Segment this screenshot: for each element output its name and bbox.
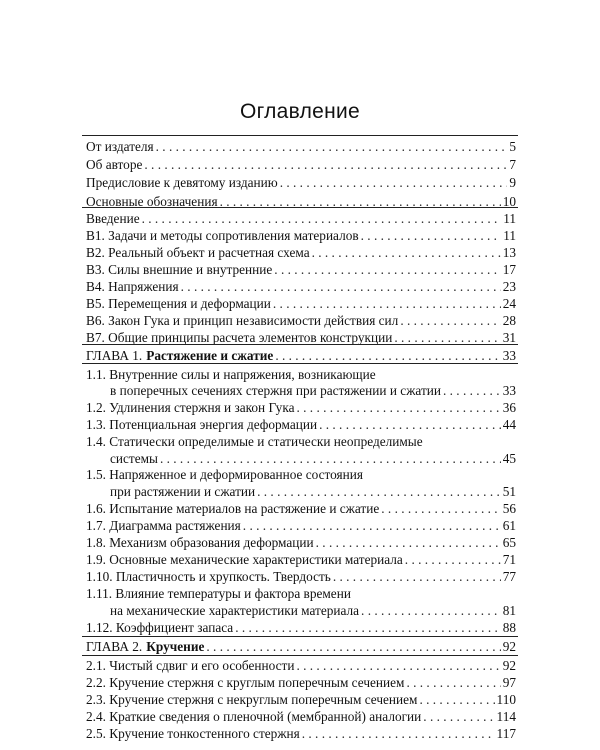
page-number: 92 <box>502 639 516 654</box>
toc-entry[interactable] <box>86 466 516 483</box>
leader-dots <box>333 568 501 585</box>
page-number: 28 <box>502 313 516 328</box>
toc-entry[interactable] <box>86 210 516 227</box>
page-number: 81 <box>502 603 516 618</box>
leader-dots <box>443 382 501 399</box>
leader-dots <box>312 244 501 261</box>
leader-dots <box>156 138 508 155</box>
toc-entry[interactable] <box>86 312 516 329</box>
entry-title: 1.12. Коэффициент запаса <box>86 620 234 635</box>
toc-entry[interactable] <box>86 585 516 602</box>
page-number: 11 <box>503 211 516 226</box>
entry-title: 1.4. Статически определимые и статически неопределимые <box>86 434 423 449</box>
leader-dots <box>297 399 501 416</box>
entry-title: Об авторе <box>86 157 143 172</box>
page-number: 11 <box>503 228 516 243</box>
leader-dots <box>381 500 500 517</box>
section-rule <box>82 207 518 208</box>
toc-entry[interactable] <box>86 156 516 173</box>
toc-entry-continuation[interactable] <box>110 483 516 500</box>
page-number: 77 <box>502 569 516 584</box>
toc-entry[interactable] <box>86 399 516 416</box>
page-number: 61 <box>502 518 516 533</box>
toc-entry[interactable] <box>86 138 516 155</box>
toc-entry-continuation[interactable] <box>110 602 516 619</box>
page-number: 114 <box>496 709 516 724</box>
leader-dots <box>280 174 508 191</box>
chapter-name: Кручение <box>146 639 205 654</box>
page-number: 56 <box>502 501 516 516</box>
leader-dots <box>400 312 500 329</box>
entry-title: 1.1. Внутренние силы и напряжения, возникающие <box>86 367 376 382</box>
page-number: 10 <box>502 194 516 209</box>
toc-entry[interactable] <box>86 295 516 312</box>
entry-title: системы <box>110 451 158 466</box>
toc-entry[interactable] <box>86 227 516 244</box>
chapter-prefix: ГЛАВА 2. <box>86 639 143 654</box>
leader-dots <box>235 619 501 636</box>
entry-title: В2. Реальный объект и расчетная схема <box>86 245 310 260</box>
toc-entry[interactable] <box>86 433 516 450</box>
page-number: 117 <box>496 726 516 741</box>
page-number: 5 <box>509 139 516 154</box>
leader-dots <box>274 261 500 278</box>
chapter-1-heading[interactable] <box>86 347 516 364</box>
leader-dots <box>273 295 501 312</box>
entry-title: 2.5. Кручение тонкостенного стержня <box>86 726 300 741</box>
toc-entry[interactable] <box>86 500 516 517</box>
page-number: 24 <box>502 296 516 311</box>
toc-entry[interactable] <box>86 691 516 708</box>
leader-dots <box>160 450 501 467</box>
toc-entry[interactable] <box>86 416 516 433</box>
entry-title: Введение <box>86 211 140 226</box>
entry-title: 1.5. Напряженное и деформированное состояния <box>86 467 364 482</box>
section-rule <box>82 344 518 345</box>
entry-title: От издателя <box>86 139 154 154</box>
leader-dots <box>419 691 494 708</box>
entry-title: 1.7. Диаграмма растяжения <box>86 518 241 533</box>
page-number: 36 <box>502 400 516 415</box>
section-rule <box>82 363 518 364</box>
leader-dots <box>206 638 500 655</box>
entry-title: В3. Силы внешние и внутренние <box>86 262 273 277</box>
top-rule <box>82 135 518 136</box>
page-number: 88 <box>502 620 516 635</box>
entry-title: 1.3. Потенциальная энергия деформации <box>86 417 318 432</box>
toc-entry[interactable] <box>86 517 516 534</box>
page-number: 33 <box>502 383 516 398</box>
page-number: 13 <box>502 245 516 260</box>
entry-title: 1.10. Пластичность и хрупкость. Твердость <box>86 569 331 584</box>
toc-entry[interactable] <box>86 708 516 725</box>
entry-title: В4. Напряжения <box>86 279 179 294</box>
toc-entry[interactable] <box>86 534 516 551</box>
entry-title: 1.2. Удлинения стержня и закон Гука <box>86 400 295 415</box>
entry-title: 2.4. Краткие сведения о пленочной (мембранной) аналогии <box>86 709 422 724</box>
page-number: 33 <box>502 348 516 363</box>
page-number: 92 <box>502 658 516 673</box>
leader-dots <box>142 210 502 227</box>
entry-title: В5. Перемещения и деформации <box>86 296 271 311</box>
leader-dots <box>275 347 500 364</box>
page-number: 71 <box>502 552 516 567</box>
page-number: 44 <box>502 417 516 432</box>
toc-entry-continuation[interactable] <box>110 382 516 399</box>
toc-entry[interactable] <box>86 551 516 568</box>
entry-title: в поперечных сечениях стержня при растяжении и сжатии <box>110 383 441 398</box>
entry-title: Основные обозначения <box>86 194 218 209</box>
chapter-prefix: ГЛАВА 1. <box>86 348 143 363</box>
page-number: 7 <box>509 157 516 172</box>
page-number: 23 <box>502 279 516 294</box>
toc-entry-continuation[interactable] <box>110 450 516 467</box>
entry-title: на механические характеристики материала <box>110 603 360 618</box>
page-number: 65 <box>502 535 516 550</box>
leader-dots <box>361 602 501 619</box>
entry-title: 2.3. Кручение стержня с некруглым поперечным сечением <box>86 692 418 707</box>
entry-title: Предисловие к девятому изданию <box>86 175 278 190</box>
leader-dots <box>302 725 495 742</box>
page-number: 9 <box>509 175 516 190</box>
entry-title: при растяжении и сжатии <box>110 484 256 499</box>
entry-title: 2.1. Чистый сдвиг и его особенности <box>86 658 295 673</box>
toc-entry[interactable] <box>86 261 516 278</box>
chapter-name: Растяжение и сжатие <box>146 348 274 363</box>
leader-dots <box>181 278 501 295</box>
leader-dots <box>257 483 501 500</box>
toc-entry[interactable] <box>86 366 516 383</box>
toc-entry[interactable] <box>86 657 516 674</box>
toc-entry[interactable] <box>86 725 516 742</box>
leader-dots <box>296 657 500 674</box>
section-rule <box>82 655 518 656</box>
toc-entry[interactable] <box>86 244 516 261</box>
leader-dots <box>423 708 494 725</box>
page-number: 110 <box>496 692 516 707</box>
leader-dots <box>319 416 501 433</box>
toc-entry[interactable] <box>86 674 516 691</box>
leader-dots <box>243 517 501 534</box>
page-number: 17 <box>502 262 516 277</box>
page-number: 31 <box>502 330 516 345</box>
entry-title: В6. Закон Гука и принцип независимости действия сил <box>86 313 399 328</box>
section-rule <box>82 636 518 637</box>
entry-title: 1.9. Основные механические характеристики материала <box>86 552 403 567</box>
leader-dots <box>144 156 507 173</box>
chapter-2-heading[interactable] <box>86 638 516 655</box>
toc-entry[interactable] <box>86 174 516 191</box>
page-title: Оглавление <box>239 100 361 123</box>
leader-dots <box>316 534 501 551</box>
toc-entry[interactable] <box>86 619 516 636</box>
entry-title: В7. Общие принципы расчета элементов конструкции <box>86 330 393 345</box>
leader-dots <box>406 674 500 691</box>
page-number: 45 <box>502 451 516 466</box>
entry-title: 1.6. Испытание материалов на растяжение и сжатие <box>86 501 380 516</box>
page-number: 51 <box>502 484 516 499</box>
entry-title: 2.2. Кручение стержня с круглым поперечным сечением <box>86 675 405 690</box>
page-number: 97 <box>502 675 516 690</box>
leader-dots <box>361 227 502 244</box>
entry-title: 1.8. Механизм образования деформации <box>86 535 314 550</box>
entry-title: 1.11. Влияние температуры и фактора времени <box>86 586 351 601</box>
leader-dots <box>405 551 501 568</box>
toc-entry[interactable] <box>86 278 516 295</box>
toc-entry[interactable] <box>86 568 516 585</box>
entry-title: В1. Задачи и методы сопротивления материалов <box>86 228 359 243</box>
